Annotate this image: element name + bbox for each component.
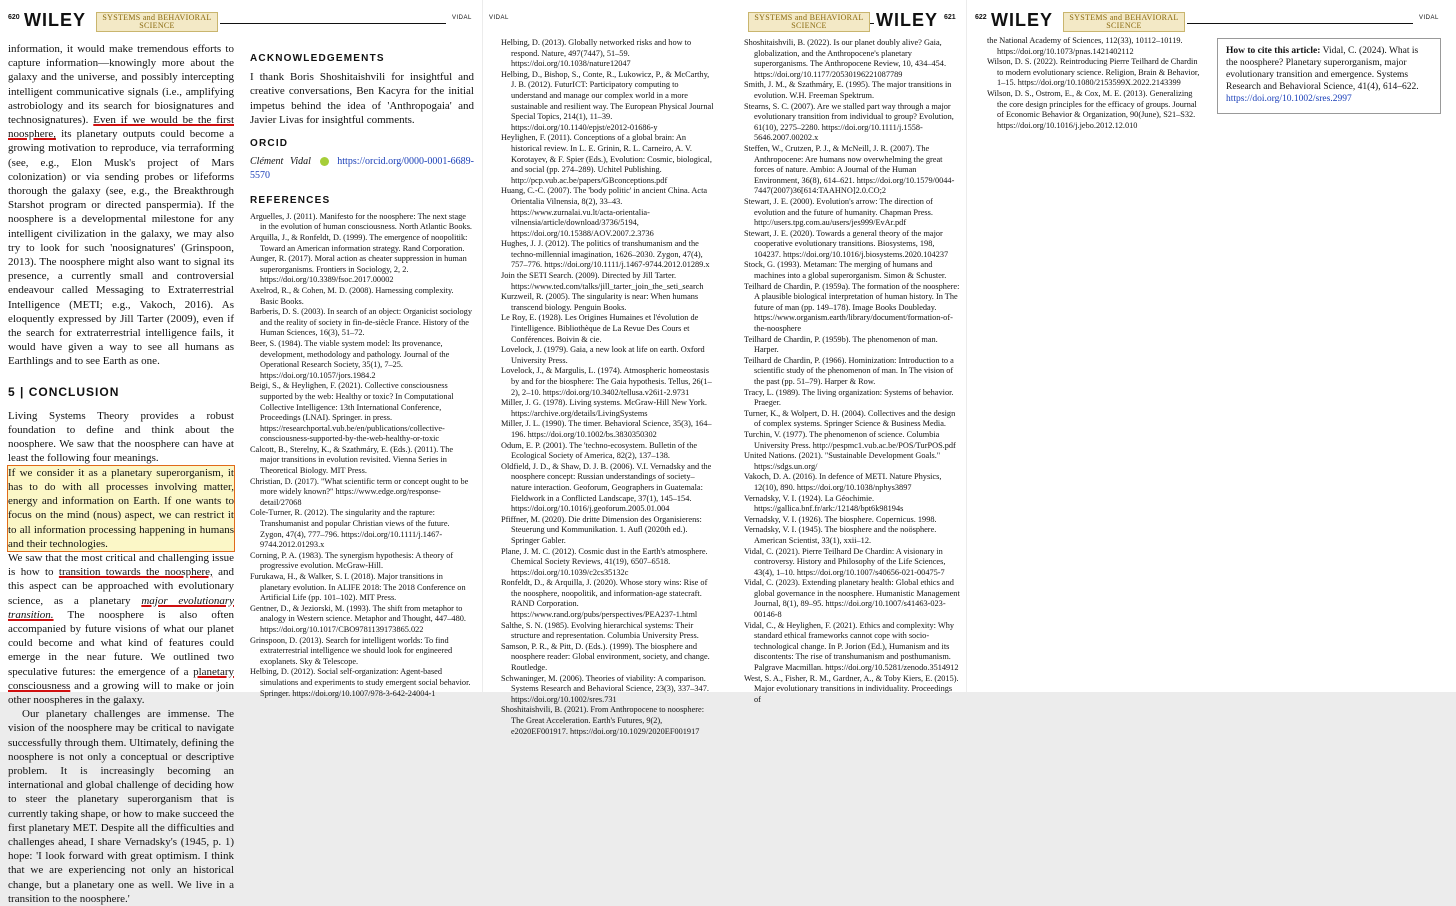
reference-item: Gentner, D., & Jeziorski, M. (1993). The shift from metaphor to analogy in Western science. Metaphor and Thought, 447–480. https://doi.org/10.1017/CBO9781139173865.022 bbox=[250, 603, 466, 634]
references-heading: REFERENCES bbox=[250, 194, 331, 206]
page-621 bbox=[730, 0, 966, 704]
reference-item: Helbing, D. (2013). Globally networked risks and how to respond. Nature, 497(7447), 51–59. https://doi.org/10.1038/nature12047 bbox=[501, 38, 692, 69]
reference-item: Teilhard de Chardin, P. (1959a). The formation of the noosphere: A plausible biological interpretation of human history. In The future of man (pp. 149–178). Image Books Doubleday. https://www.organism.earth/library/document/formation-of-the-noosphere bbox=[744, 281, 960, 334]
page-number: 621 bbox=[944, 14, 956, 21]
reference-item: Vidal, C. (2021). Pierre Teilhard De Chardin: A visionary in controversy. History and Philosophy of the Life Sciences, 43(4), 1–10. https://doi.org/10.1007/s40656-021-00475-7 bbox=[744, 546, 946, 577]
reference-item: Kurzweil, R. (2005). The singularity is near: When humans transcend biology. Penguin Books. bbox=[501, 292, 699, 312]
reference-item: Cole-Turner, R. (2012). The singularity and the rapture: Transhumanist and popular Christian views of the future. Zygon, 47(4), 777–796. https://doi.org/10.1111/j.1467-9744.2012.01293.x bbox=[250, 508, 450, 550]
reference-item: Heylighen, F. (2011). Conceptions of a global brain: An historical review. In L. E. Grinin, R. L. Carneiro, A. V. Korotayev, & F. Spier (Eds.), Evolution: Cosmic, biological, and social (pp. 274–289). Uchitel Publishing. http://pcp.vub.ac.be/papers/GBconceptions.pdf bbox=[501, 133, 712, 185]
reference-item: Beigi, S., & Heylighen, F. (2021). Collective consciousness supported by the web: Healthy or toxic? In Computational Collective Intelligence: 13th International Conference, Proceedings (LNAI). Springer. in press. https://researchportal.vub.be/en/publications/collective-consciousness-supported-by-the-web-healthy-or-toxic bbox=[250, 381, 454, 444]
underlined-phrase: transition towards the noosphere, bbox=[58, 566, 213, 579]
acknowledgements-text: I thank Boris Shoshitaishvili for insightful and creative conversations, Ben Kacyra for the initial impetus behind the idea of 'Anthropogaia' and Javier Livas for insightful comments. bbox=[250, 71, 474, 126]
reference-item: Calcott, B., Sterelny, K., & Szathmáry, E. (Eds.). (2011). The major transitions in evolution revisited. Vienna Series in Theoretical Biology. MIT Press. bbox=[250, 444, 454, 476]
reference-item: Beer, S. (1984). The viable system model: Its provenance, development, methodology and pathology. Journal of the Operational Research Society, 35(1), 7–25. https://doi.org/10.1057/jors.1984.2 bbox=[250, 338, 450, 380]
reference-item: Corning, P. A. (1983). The synergism hypothesis: A theory of progressive evolution. McGraw-Hill. bbox=[250, 550, 454, 571]
orcid-heading: ORCID bbox=[250, 138, 289, 150]
journal-logo: SYSTEMS and BEHAVIORAL SCIENCE bbox=[748, 12, 870, 32]
reference-item: Turner, K., & Wolpert, D. H. (2004). Collectives and the design of complex systems. Springer Science & Business Media. bbox=[744, 408, 956, 429]
reference-item: Stewart, J. E. (2000). Evolution's arrow: The direction of evolution and the future of humanity. Chapman Press. http://users.tpg.com.au/users/jes999/EvAr.pdf bbox=[744, 196, 933, 228]
reference-item: Stearns, S. C. (2007). Are we stalled part way through a major evolutionary transition from individual to group? Evolution, 61(10), 2275–2280. https://doi.org/10.1111/j.1558-5646.2007.00202.x bbox=[744, 101, 954, 143]
paragraph: Our planetary challenges are immense. The vision of the noosphere may be critical to navigate successfully through them. Ultimately, defining the noosphere is not only a conceptual or descriptive problem. It is increasingly becoming an international and global challenge of deciding how to steer the planetary superorganism that is currently taking shape, or how to make succeed the first planetary MET. Despite all the difficulties and challenges ahead, I share Vernadsky's (1945, p. 1) hope: 'I look forward with great optimism. I think that we are experiencing not only an historical change, but a planetary one as well. We live in a transition to the noosphere.' bbox=[8, 708, 234, 905]
reference-item: Shoshitaishvili, B. (2021). From Anthropocene to noosphere: The Great Acceleration. Earth's Futures, 9(2), e2020EF001917. https://doi.org/10.1029/2020EF001917 bbox=[501, 705, 705, 736]
journal-logo-line1: SYSTEMS and BEHAVIORAL bbox=[102, 13, 212, 22]
paragraph: information, it would make tremendous efforts to capture information—knowingly more about the galaxy and the universe, and possibly intercepting intelligent communicative signals (i.e., amplifying astrobiology and its search for biosignatures and technosignatures). Even if we would be the first noosphere, its planetary outputs could become a growing motivation to reproduce, via terraforming (see, e.g., Elon Musk's project of Mars colonization) or via sending probes or lifeforms thorough the galaxy (see, e.g., the Breakthrough Starshot program or directed panspermia). If the noosphere is a developmental milestone for any intelligent civilization in the galaxy, we may also try to look for such 'noosignatures' (Grinspoon, 2013). The noosphere might also want to signal its presence, a currently small and controversial endeavour called Messaging to Extraterrestrial Intelligence (METI; e.g., Vakoch, 2016). As eloquently expressed by Jill Tarter (2009), even if the search for extraterrestrial intelligence fails, it would have given a way to see all humans as Earthlings and to see Earth as one. bbox=[8, 43, 235, 368]
reference-item: United Nations. (2021). "Sustainable Development Goals." https://sdgs.un.org/ bbox=[744, 451, 941, 471]
reference-item: Aunger, R. (2017). Moral action as cheater suppression in human superorganisms. Frontiers in Sociology, 2, 2. https://doi.org/10.3389/fsoc.2017.00002 bbox=[250, 254, 467, 285]
reference-item: Vidal, C. (2023). Extending planetary health: Global ethics and global governance in the noosphere. Humanistic Management Journal, 8(1), 89–95. https://doi.org/10.1007/s41463-023-00146-8 bbox=[744, 578, 960, 620]
reference-item: Wilson, D. S. (2022). Reintroducing Pierre Teilhard de Chardin to modern evolutionary science. Religion, Brain & Behavior, 1–15. https://doi.org/10.1080/2153599X.2022.2143399 bbox=[987, 57, 1200, 88]
reference-item: Grinspoon, D. (2013). Search for intelligent worlds: To find extraterrestrial intelligence we should look for engineered exoplanets. Sky & Telescope. bbox=[250, 635, 453, 666]
journal-logo bbox=[96, 12, 218, 32]
running-head: VIDAL bbox=[1419, 15, 1439, 21]
reference-item: Vernadsky, V. I. (1924). La Géochimie. https://gallica.bnf.fr/ark:/12148/bpt6k98194s bbox=[744, 493, 904, 514]
reference-item: Turchin, V. (1977). The phenomenon of science. Columbia University Press. http://pespmc1.vub.ac.be/POS/TurPOS.pdf bbox=[744, 429, 956, 450]
reference-item: Teilhard de Chardin, P. (1959b). The phenomenon of man. Harper. bbox=[744, 334, 938, 355]
reference-item: Pfiffner, M. (2020). Die dritte Dimension des Organisierens: Steuerung und Kommunikation. 1. Aufl (2020th ed.). Springer Gabler. bbox=[501, 514, 702, 545]
reference-list bbox=[744, 38, 960, 705]
header-rule bbox=[870, 23, 874, 24]
reference-item: Smith, J. M., & Szathmáry, E. (1995). The major transitions in evolution. W.H. Freeman Spektrum. bbox=[744, 80, 952, 100]
page-number: 622 bbox=[975, 14, 987, 21]
reference-item: Tracy, L. (1989). The living organization: Systems of behavior. Praeger. bbox=[744, 387, 954, 408]
reference-item: Wilson, D. S., Ostrom, E., & Cox, M. E. (2013). Generalizing the core design principles for the efficacy of groups. Journal of Economic Behavior & Organization, 90(June), S21–S32. https://doi.org/10.1016/j.jebo.2012.12.010 bbox=[987, 88, 1197, 130]
reference-item: Le Roy, E. (1928). Les Origines Humaines et l'évolution de l'intelligence. Bibliothèque de La Revue Des Cours et Conférences. Boivin & cie. bbox=[501, 313, 699, 344]
reference-item: Miller, J. G. (1978). Living systems. McGraw-Hill New York. https://archive.org/details/LivingSystems bbox=[501, 398, 707, 418]
reference-item: Huang, C.-C. (2007). The 'body politic' in ancient China. Acta Orientalia Vilnensia, 8(2), 33–43. https://www.zurnalai.vu.lt/acta-orientalia-vilnensia/article/download/3736/5194, https://doi.org/10.15388/AOV.2007.2.3736 bbox=[501, 186, 708, 238]
author-name: Clément Vidal bbox=[250, 156, 311, 168]
body-column-right bbox=[250, 42, 474, 699]
running-head: VIDAL bbox=[489, 15, 509, 21]
orcid-link[interactable]: https://orcid.org/0000-0001-6689-5570 bbox=[250, 156, 475, 182]
reference-item: Arguelles, J. (2011). Manifesto for the noosphere: The next stage in the evolution of human consciousness. North Atlantic Books. bbox=[250, 211, 473, 232]
reference-item: Oldfield, J. D., & Shaw, D. J. B. (2006). V.I. Vernadsky and the noosphere concept: Russian understandings of society–nature interaction. Geoforum, Geographers in Guatemala: Fieldwork in a Conflicted Landscape, 37(1), 145–154. https://doi.org/10.1016/j.geoforum.2005.01.004 bbox=[501, 461, 712, 514]
page-620 bbox=[0, 0, 482, 905]
header-rule bbox=[1187, 23, 1413, 24]
paragraph: Living Systems Theory provides a robust foundation to define and think about the noosphere. We saw that the noosphere can have at least the following four meanings. bbox=[8, 409, 234, 465]
running-head: VIDAL bbox=[452, 15, 472, 21]
reference-item: Samson, P. R., & Pitt, D. (Eds.). (1999). The biosphere and noosphere reader: Global environment, society, and change. Routledge. bbox=[501, 641, 710, 673]
reference-item: West, S. A., Fisher, R. M., Gardner, A., & Toby Kiers, E. (2015). Major evolutionary transitions in individuality. Proceedings of bbox=[744, 673, 959, 704]
reference-item: Arquilla, J., & Ronfeldt, D. (1999). The emergence of noopolitik: Toward an American information strategy. Rand Corporation. bbox=[250, 233, 468, 253]
journal-logo: SYSTEMS and BEHAVIORAL SCIENCE bbox=[1063, 12, 1185, 32]
page-number: 620 bbox=[8, 14, 20, 21]
paragraph: We saw that the most critical and challenging issue is how to transition towards the noosphere, and this aspect can be approached with evolutionary science, as a planetary major evolutionary transition. The noosphere is also often accompanied by future visions of what our planet could become and what kind of features could emerge in the near future. We outlined two speculative futures: the emergence of a planetary consciousness and a growing will to make or join other noospheres in the galaxy. bbox=[8, 551, 235, 706]
reference-item: Helbing, D., Bishop, S., Conte, R., Lukowicz, P., & McCarthy, J. B. (2012). FuturICT: Participatory computing to understand and manage our complex world in a more sustainable and resilient way. The European Physical Journal Special Topics, 214(1), 11–39. https://doi.org/10.1140/epjst/e2012-01686-y bbox=[501, 69, 714, 132]
reference-item: Odum, E. P. (2001). The 'techno-ecosystem. Bulletin of the Ecological Society of America, 82(2), 137–138. bbox=[501, 440, 698, 461]
reference-item: the National Academy of Sciences, 112(33), 10112–10119. https://doi.org/10.1073/pnas.1421402112 bbox=[987, 36, 1183, 56]
reference-item: Miller, J. L. (1990). The timer. Behavioral Science, 35(3), 164–196. https://doi.org/10.1002/bs.3830350302 bbox=[501, 419, 712, 439]
reference-item: Vernadsky, V. I. (1926). The biosphere. Copernicus. 1998. bbox=[744, 514, 937, 524]
orcid-line bbox=[250, 155, 474, 183]
how-to-cite-box bbox=[1217, 38, 1441, 114]
reference-item: Stock, G. (1993). Metaman: The merging of humans and machines into a global superorganism. Simon & Schuster. bbox=[744, 260, 947, 281]
header-rule bbox=[220, 23, 446, 24]
reference-item: Christian, D. (2017). "What scientific term or concept ought to be more widely known?" https://www.edge.org/response-detail/27068 bbox=[250, 476, 469, 507]
section-heading: 5 | CONCLUSION bbox=[8, 384, 120, 399]
reference-list bbox=[501, 38, 715, 737]
reference-item: Barberis, D. S. (2003). In search of an object: Organicist sociology and the reality of society in fin-de-siècle France. History of the Human Sciences, 16(3), 51–72. bbox=[250, 307, 472, 338]
cite-doi-link[interactable]: https://doi.org/10.1002/sres.2997 bbox=[1226, 94, 1352, 104]
orcid-icon bbox=[320, 157, 329, 166]
reference-item: Teilhard de Chardin, P. (1966). Hominization: Introduction to a scientific study of the phenomenon of man. In The vision of the past (pp. 51–79). Harper & Row. bbox=[744, 355, 954, 386]
underlined-phrase: planetary consciousness bbox=[8, 665, 235, 692]
cite-label: How to cite this article: bbox=[1226, 46, 1321, 56]
reference-item: Helbing, D. (2012). Social self-organization: Agent-based simulations and experiments to study emergent social behavior. Springer. https://doi.org/10.1007/978-3-642-24004-1 bbox=[250, 667, 471, 698]
reference-item: Vidal, C., & Heylighen, F. (2021). Ethics and complexity: Why standard ethical frameworks cannot cope with socio-technological change. In P. Jorion (Ed.), Humanism and its discontents: The rise of transhumanism and posthumanism. Palgrave Macmillan. https://doi.org/10.5281/zenodo.3514912 bbox=[744, 620, 959, 673]
publisher-logo: WILEY bbox=[991, 10, 1053, 30]
reference-item: Ronfeldt, D., & Arquilla, J. (2020). Whose story wins: Rise of the noosphere, noopolitik, and information-age statecraft. RAND Corporation. https://www.rand.org/pubs/perspectives/PEA237-1.html bbox=[501, 578, 708, 620]
underlined-phrase: major evolutionary transition. bbox=[8, 594, 234, 621]
reference-item: Furukawa, H., & Walker, S. I. (2018). Major transitions in planetary evolution. In ALIFE 2018: The 2018 Conference on Artificial Life (pp. 101–102). MIT Press. bbox=[250, 572, 466, 603]
publisher-logo: WILEY bbox=[24, 10, 86, 30]
reference-item: Lovelock, J. (1979). Gaia, a new look at life on earth. Oxford University Press. bbox=[501, 345, 705, 365]
reference-item: Vernadsky, V. I. (1945). The biosphere and the noösphere. American Scientist, 33(1), xxii–12. bbox=[744, 525, 937, 545]
body-column-left bbox=[8, 42, 234, 906]
publisher-logo: WILEY bbox=[876, 10, 938, 30]
reference-item: Hughes, J. J. (2012). The politics of transhumanism and the techno-millennial imagination, 1626–2030. Zygon, 47(4), 757–776. https://doi.org/10.1111/j.1467-9744.2012.01289.x bbox=[501, 239, 710, 270]
reference-item: Axelrod, R., & Cohen, M. D. (2008). Harnessing complexity. Basic Books. bbox=[250, 285, 454, 306]
reference-item: Lovelock, J., & Margulis, L. (1974). Atmospheric homeostasis by and for the biosphere: The Gaia hypothesis. Tellus, 26(1–2), 2–10. https://doi.org/10.3402/tellusa.v26i1-2.9731 bbox=[501, 366, 712, 397]
reference-list bbox=[250, 212, 474, 699]
reference-item: Vakoch, D. A. (2016). In defence of METI. Nature Physics, 12(10), 890. https://doi.org/10.1038/nphys3897 bbox=[744, 472, 942, 492]
highlighted-passage: If we consider it as a planetary superorganism, it has to do with all processes involving matter, energy and information on Earth. If one wants to focus on the mind (nous) aspect, we can restrict it to all information processing happening in humans and their technologies. bbox=[8, 466, 234, 550]
reference-list bbox=[987, 36, 1201, 131]
reference-item: Join the SETI Search. (2009). Directed by Jill Tarter. https://www.ted.com/talks/jill_tarter_join_the_seti_search bbox=[501, 271, 704, 291]
reference-item: Steffen, W., Crutzen, P. J., & McNeill, J. R. (2007). The Anthropocene: Are humans now overwhelming the great forces of nature. Ambio: A Journal of the Human Environment, 36(8), 614–621. https://doi.org/10.1579/0044-7447(2007)36[614:TAAHNO]2.0.CO;2 bbox=[744, 143, 955, 196]
reference-item: Schwaninger, M. (2006). Theories of viability: A comparison. Systems Research and Behavioral Science, 23(3), 337–347. https://doi.org/10.1002/sres.731 bbox=[501, 673, 709, 704]
cite-text: Vidal, C. (2024). What is the noosphere? Planetary superorganism, major evolutionary transition and emergence. Systems Research and Behavioral Science, 41(4), 614–622. bbox=[1226, 46, 1419, 92]
reference-item: Salthe, S. N. (1985). Evolving hierarchical systems: Their structure and representation. Columbia University Press. bbox=[501, 620, 699, 641]
acknowledgements-heading: ACKNOWLEDGEMENTS bbox=[250, 53, 385, 64]
underlined-phrase: Even if we would be the first noosphere, bbox=[8, 114, 235, 141]
reference-item: Shoshitaishvili, B. (2022). Is our planet doubly alive? Gaia, globalization, and the Anthropocene's planetary superorganisms. The Anthropocene Review, 10, 434–454. https://doi.org/10.1177/20530196221087789 bbox=[744, 38, 947, 79]
reference-item: Plane, J. M. C. (2012). Cosmic dust in the Earth's atmosphere. Chemical Society Reviews, 41(19), 6507–6518. https://doi.org/10.1039/c2cs35132c bbox=[501, 546, 708, 577]
reference-item: Stewart, J. E. (2020). Towards a general theory of the major cooperative evolutionary transitions. Biosystems, 198, 104237. https://doi.org/10.1016/j.biosystems.2020.104237 bbox=[744, 228, 949, 259]
journal-logo-line2: SCIENCE bbox=[139, 21, 175, 30]
